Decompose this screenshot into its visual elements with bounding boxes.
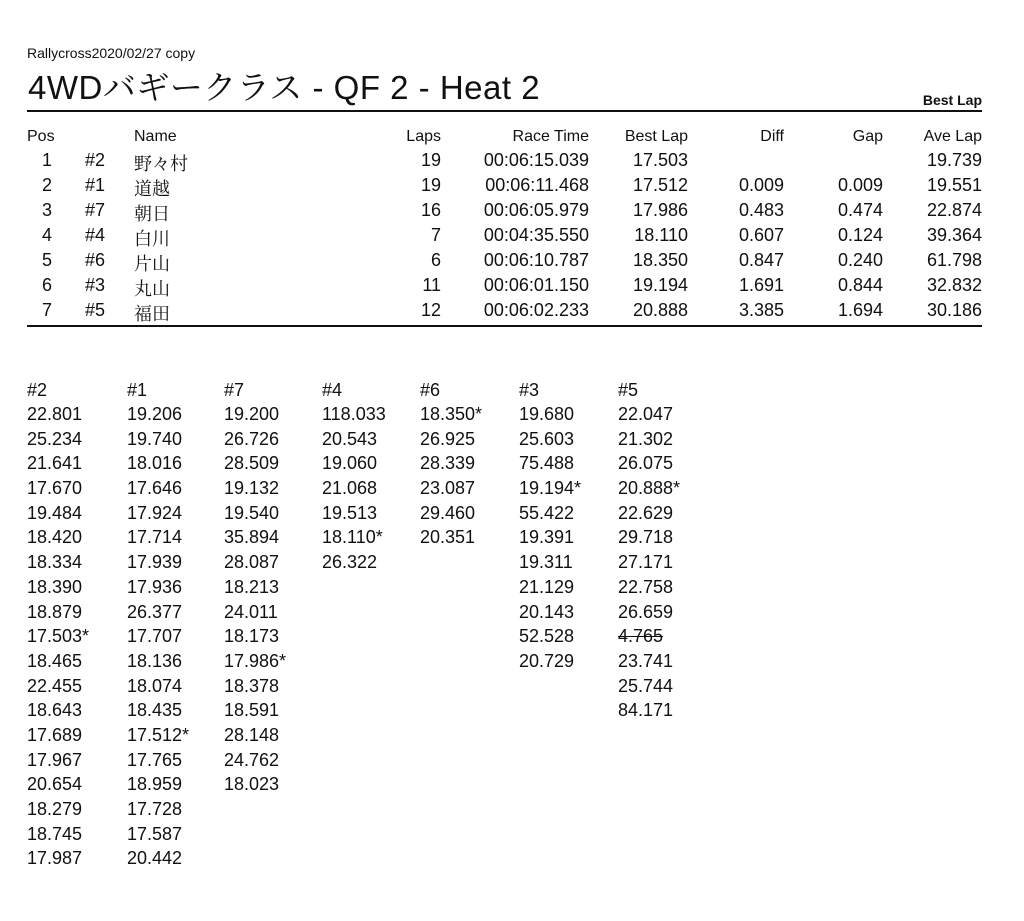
lap-time-cell: 17.967 [27, 749, 83, 770]
race-time-cell: 00:06:02.233 [483, 300, 589, 320]
lap-times-column [420, 378, 482, 550]
header-rule [27, 110, 982, 112]
ave-lap-cell: 39.364 [926, 225, 982, 245]
lap-time-cell: 18.745 [27, 823, 83, 844]
results-bottom-rule [27, 325, 982, 327]
lap-time-cell: 22.629 [618, 502, 674, 523]
laps-cell: 19 [420, 150, 441, 170]
lap-time-cell: 17.512* [127, 724, 190, 745]
car-number-cell: #1 [85, 175, 106, 195]
table-row [27, 250, 982, 275]
gap-cell: 0.124 [837, 225, 883, 245]
laps-cell: 16 [420, 200, 441, 220]
lap-time-cell: 20.143 [519, 601, 575, 622]
lap-time-cell: 23.741 [618, 650, 674, 671]
lap-time-cell: 28.087 [224, 552, 280, 573]
lap-time-cell: 26.659 [618, 601, 674, 622]
col-header-race-time: Race Time [512, 128, 589, 145]
col-header-pos: Pos [27, 128, 55, 145]
pos-cell: 4 [41, 225, 52, 245]
lap-time-cell: 17.689 [27, 724, 83, 745]
results-header-row [27, 128, 982, 150]
col-header-gap: Gap [852, 128, 883, 145]
lap-time-cell: 25.603 [519, 428, 575, 449]
lap-time-cell: 26.726 [224, 428, 280, 449]
lap-time-cell: 18.279 [27, 799, 83, 819]
lap-time-cell: 18.959 [127, 774, 183, 795]
driver-name-cell: 野々村 [134, 154, 188, 174]
lap-column-car-number: #7 [224, 380, 245, 400]
results-table [27, 128, 982, 325]
driver-name-cell: 片山 [134, 254, 170, 274]
pos-cell: 5 [41, 250, 52, 270]
laps-cell: 6 [430, 250, 441, 270]
table-row [27, 275, 982, 300]
lap-time-cell: 18.378 [224, 675, 280, 696]
lap-time-cell: 18.213 [224, 576, 280, 597]
lap-time-cell: 4.765 [618, 626, 664, 647]
lap-time-cell: 29.460 [420, 502, 476, 523]
lap-time-cell: 20.351 [420, 527, 476, 548]
lap-time-cell: 24.762 [224, 749, 280, 770]
diff-cell: 0.483 [738, 200, 784, 220]
car-number-cell: #7 [85, 200, 106, 220]
lap-time-cell: 20.888* [618, 478, 681, 499]
lap-time-cell: 21.068 [322, 478, 378, 499]
best-lap-cell: 17.512 [632, 175, 688, 195]
diff-cell: 0.607 [738, 225, 784, 245]
ave-lap-cell: 22.874 [926, 200, 982, 220]
lap-time-cell: 22.801 [27, 404, 83, 424]
lap-time-cell: 17.707 [127, 626, 183, 647]
ave-lap-cell: 32.832 [926, 275, 982, 295]
lap-time-cell: 20.729 [519, 650, 575, 671]
diff-cell: 0.847 [738, 250, 784, 270]
lap-times-column [322, 378, 386, 575]
lap-time-cell: 75.488 [519, 453, 575, 474]
table-row [27, 200, 982, 225]
lap-time-cell: 19.513 [322, 502, 378, 523]
lap-time-cell: 19.132 [224, 478, 280, 499]
lap-time-cell: 17.587 [127, 823, 183, 844]
lap-time-cell: 21.129 [519, 576, 575, 597]
lap-time-cell: 17.714 [127, 527, 183, 548]
lap-time-cell: 19.194* [519, 478, 582, 499]
lap-time-cell: 18.110* [322, 527, 383, 548]
ave-lap-cell: 19.551 [926, 175, 982, 195]
lap-time-cell: 26.075 [618, 453, 674, 474]
lap-time-cell: 21.302 [618, 428, 674, 449]
ave-lap-cell: 30.186 [926, 300, 982, 320]
lap-time-cell: 24.011 [224, 601, 278, 622]
lap-time-cell: 29.718 [618, 527, 674, 548]
race-time-cell: 00:04:35.550 [483, 225, 589, 245]
best-lap-cell: 18.110 [634, 225, 688, 245]
lap-time-cell: 19.680 [519, 404, 575, 424]
pos-cell: 6 [41, 275, 52, 295]
lap-time-cell: 18.334 [27, 552, 83, 573]
lap-time-cell: 18.173 [224, 626, 280, 647]
lap-time-cell: 18.435 [127, 700, 183, 721]
lap-times-column [519, 378, 581, 674]
best-lap-cell: 18.350 [632, 250, 688, 270]
lap-time-cell: 84.171 [618, 700, 674, 721]
lap-time-cell: 22.758 [618, 576, 674, 597]
lap-time-cell: 22.455 [27, 675, 83, 696]
laps-cell: 12 [420, 300, 441, 320]
car-number-cell: #6 [85, 250, 106, 270]
race-time-cell: 00:06:15.039 [483, 150, 589, 170]
lap-time-cell: 52.528 [519, 626, 575, 647]
best-lap-cell: 20.888 [632, 300, 688, 320]
race-time-cell: 00:06:11.468 [485, 175, 589, 195]
lap-time-cell: 23.087 [420, 478, 476, 499]
pos-cell: 3 [41, 200, 52, 220]
pos-cell: 2 [41, 175, 52, 195]
driver-name-cell: 福田 [134, 304, 170, 324]
results-rows [27, 150, 982, 325]
lap-time-cell: 19.540 [224, 502, 280, 523]
session-label: Rallycross2020/02/27 copy [27, 45, 196, 61]
lap-column-car-number: #4 [322, 380, 343, 400]
lap-time-cell: 19.200 [224, 404, 280, 424]
table-row [27, 150, 982, 175]
pos-cell: 1 [41, 150, 52, 170]
lap-time-cell: 17.765 [127, 749, 183, 770]
lap-time-cell: 18.074 [127, 675, 183, 696]
lap-time-cell: 26.925 [420, 428, 476, 449]
lap-time-cell: 18.643 [27, 700, 83, 721]
car-number-cell: #4 [85, 225, 106, 245]
lap-time-cell: 20.442 [127, 848, 183, 869]
lap-time-cell: 18.465 [27, 650, 83, 671]
col-header-ave-lap: Ave Lap [923, 128, 982, 145]
laps-cell: 7 [430, 225, 441, 245]
lap-time-cell: 17.728 [127, 799, 183, 819]
lap-times-column [127, 378, 189, 871]
lap-times-column [618, 378, 680, 723]
lap-time-cell: 25.234 [27, 428, 83, 449]
driver-name-cell: 丸山 [134, 279, 170, 299]
diff-cell: 0.009 [738, 175, 784, 195]
lap-time-cell: 118.033 [322, 404, 386, 424]
table-row [27, 300, 982, 325]
lap-time-cell: 20.543 [322, 428, 378, 449]
lap-column-car-number: #6 [420, 380, 441, 400]
diff-cell: 3.385 [738, 300, 784, 320]
lap-times-column [224, 378, 286, 797]
driver-name-cell: 朝日 [134, 204, 170, 224]
lap-time-cell: 28.339 [420, 453, 476, 474]
lap-column-car-number: #3 [519, 380, 540, 400]
lap-time-cell: 19.206 [127, 404, 183, 424]
lap-column-car-number: #1 [127, 380, 148, 400]
car-number-cell: #5 [85, 300, 106, 320]
race-time-cell: 00:06:01.150 [483, 275, 589, 295]
lap-time-cell: 19.060 [322, 453, 378, 474]
col-header-diff: Diff [760, 128, 784, 145]
lap-time-cell: 18.420 [27, 527, 83, 548]
gap-cell: 0.474 [837, 200, 883, 220]
lap-time-cell: 18.023 [224, 774, 280, 795]
table-row [27, 225, 982, 250]
lap-time-cell: 27.171 [618, 552, 674, 573]
lap-time-cell: 35.894 [224, 527, 280, 548]
col-header-name: Name [134, 128, 177, 145]
lap-time-cell: 19.484 [27, 502, 83, 523]
lap-time-cell: 18.136 [127, 650, 183, 671]
lap-time-cell: 17.986* [224, 650, 287, 671]
pos-cell: 7 [41, 300, 52, 320]
lap-time-cell: 18.879 [27, 601, 83, 622]
table-row [27, 175, 982, 200]
laps-cell: 19 [420, 175, 441, 195]
lap-time-cell: 28.509 [224, 453, 280, 474]
lap-time-cell: 18.350* [420, 404, 483, 424]
lap-time-cell: 17.646 [127, 478, 183, 499]
lap-time-cell: 25.744 [618, 675, 674, 696]
lap-time-cell: 17.670 [27, 478, 83, 499]
col-header-best-lap: Best Lap [624, 128, 688, 145]
gap-cell: 0.009 [837, 175, 883, 195]
gap-cell: 0.240 [837, 250, 883, 270]
lap-time-cell: 17.987 [27, 848, 83, 869]
lap-time-cell: 18.016 [127, 453, 183, 474]
ave-lap-cell: 19.739 [926, 150, 982, 170]
lap-column-car-number: #5 [618, 380, 639, 400]
race-time-cell: 00:06:10.787 [483, 250, 589, 270]
col-header-laps: Laps [406, 128, 441, 145]
lap-time-cell: 28.148 [224, 724, 280, 745]
lap-time-cell: 19.311 [519, 552, 573, 573]
laps-cell: 11 [422, 275, 441, 295]
lap-time-cell: 26.377 [127, 601, 183, 622]
lap-time-cell: 21.641 [27, 453, 83, 474]
car-number-cell: #3 [85, 275, 106, 295]
gap-cell: 0.844 [837, 275, 883, 295]
diff-cell: 1.691 [738, 275, 784, 295]
ave-lap-cell: 61.798 [926, 250, 982, 270]
best-lap-cell: 17.986 [632, 200, 688, 220]
lap-time-cell: 18.390 [27, 576, 83, 597]
car-number-cell: #2 [85, 150, 106, 170]
lap-time-cell: 19.391 [519, 527, 575, 548]
page-title: 4WDバギークラス - QF 2 - Heat 2 [28, 69, 541, 106]
lap-time-cell: 17.939 [127, 552, 183, 573]
lap-time-cell: 22.047 [618, 404, 674, 424]
gap-cell: 1.694 [837, 300, 883, 320]
driver-name-cell: 白川 [134, 229, 170, 249]
sort-label: Best Lap [922, 92, 982, 108]
lap-time-cell: 19.740 [127, 428, 183, 449]
lap-column-car-number: #2 [27, 380, 48, 400]
lap-time-cell: 17.924 [127, 502, 183, 523]
lap-time-cell: 55.422 [519, 502, 575, 523]
driver-name-cell: 道越 [134, 179, 170, 199]
best-lap-cell: 19.194 [632, 275, 688, 295]
lap-time-cell: 17.936 [127, 576, 183, 597]
lap-times-column [27, 378, 89, 871]
lap-time-cell: 18.591 [224, 700, 280, 721]
race-time-cell: 00:06:05.979 [483, 200, 589, 220]
best-lap-cell: 17.503 [632, 150, 688, 170]
lap-time-cell: 20.654 [27, 774, 83, 795]
lap-time-cell: 26.322 [322, 552, 378, 573]
lap-time-cell: 17.503* [27, 626, 90, 647]
